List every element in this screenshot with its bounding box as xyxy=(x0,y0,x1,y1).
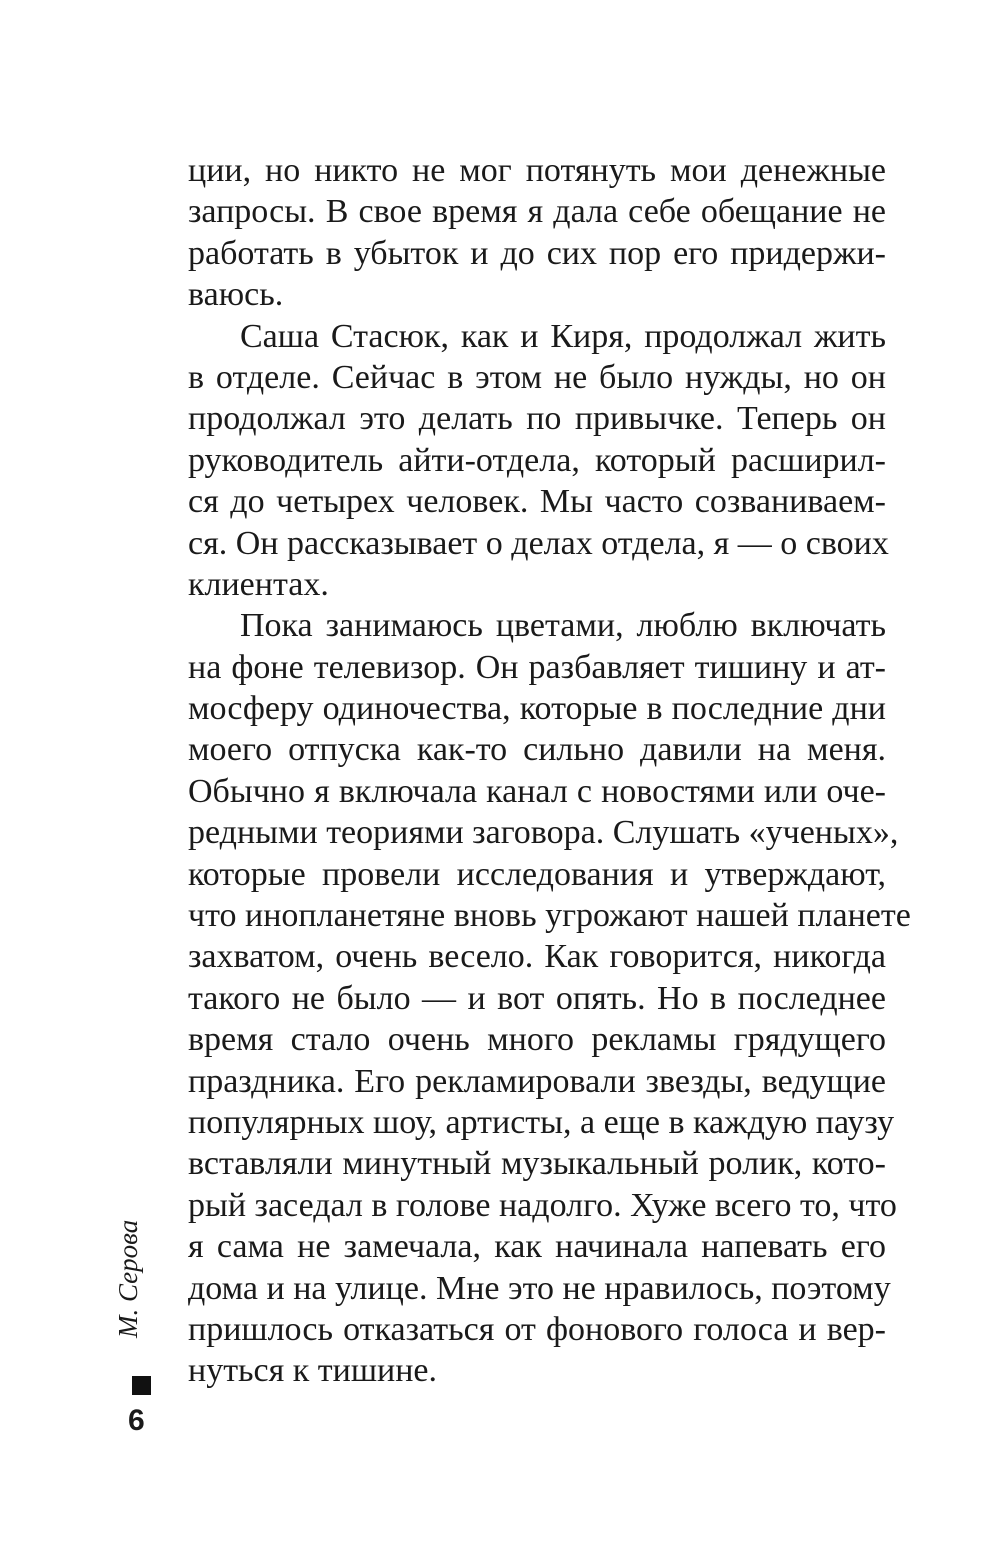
text-line: рый заседал в голове надолго. Хуже всего то, что xyxy=(188,1186,897,1224)
text-line: я сама не замечала, как начинала напевать его xyxy=(188,1228,886,1266)
text-line: ся. Он рассказывает о делах отдела, я — о своих xyxy=(188,524,889,562)
text-line: ваюсь. xyxy=(188,276,284,314)
text-line: Саша Стасюк, как и Киря, продолжал жить xyxy=(240,317,886,355)
text-line: на фоне телевизор. Он разбавляет тишину и ат- xyxy=(188,648,886,686)
text-line: моего отпуска как-то сильно давили на меня. xyxy=(188,731,886,769)
text-line: пришлось отказаться от фонового голоса и вер- xyxy=(188,1310,886,1348)
page-marker-square xyxy=(132,1376,151,1395)
text-line: работать в убыток и до сих пор его придержи- xyxy=(188,234,886,272)
text-line: мосферу одиночества, которые в последние дни xyxy=(188,690,886,728)
text-line: редными теориями заговора. Слушать «ученых», xyxy=(188,814,899,852)
text-line: захватом, очень весело. Как говорится, никогда xyxy=(188,938,886,976)
text-line: клиентах. xyxy=(188,565,329,603)
text-line: Пока занимаюсь цветами, люблю включать xyxy=(240,607,886,645)
text-line: популярных шоу, артисты, а еще в каждую паузу xyxy=(188,1103,895,1141)
text-line: нуться к тишине. xyxy=(188,1352,438,1390)
text-line: продолжал это делать по привычке. Теперь он xyxy=(188,400,886,438)
text-line: время стало очень много рекламы грядущего xyxy=(188,1021,886,1059)
text-line: в отделе. Сейчас в этом не было нужды, но он xyxy=(188,358,886,396)
text-line: руководитель айти-отдела, который расширил- xyxy=(188,441,886,479)
text-line: Обычно я включала канал с новостями или оче- xyxy=(188,772,886,810)
text-line: ся до четырех человек. Мы часто созваниваем- xyxy=(188,483,886,521)
running-head-author: М. Серова xyxy=(113,1219,143,1338)
body-text xyxy=(188,150,911,1392)
text-line: что инопланетяне вновь угрожают нашей планете xyxy=(188,897,911,935)
text-line: запросы. В свое время я дала себе обещание не xyxy=(188,193,886,231)
text-line: такого не было — и вот опять. Но в последнее xyxy=(188,979,886,1017)
page-number: 6 xyxy=(128,1404,145,1437)
text-line: праздника. Его рекламировали звезды, ведущие xyxy=(188,1062,886,1100)
text-line: дома и на улице. Мне это не нравилось, поэтому xyxy=(188,1269,891,1307)
text-line: вставляли минутный музыкальный ролик, кото- xyxy=(188,1145,886,1183)
text-line: которые провели исследования и утверждают, xyxy=(188,855,886,893)
text-line: ции, но никто не мог потянуть мои денежные xyxy=(188,152,886,189)
